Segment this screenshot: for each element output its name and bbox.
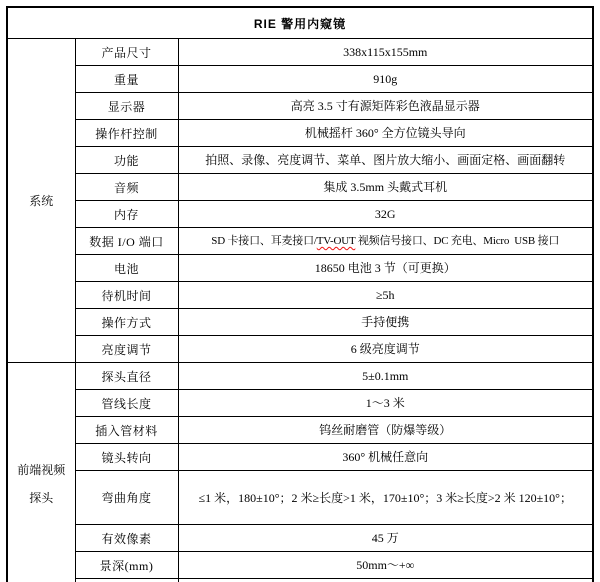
spec-label-cell <box>75 579 178 582</box>
spec-label-cell: 操作方式 <box>75 309 178 336</box>
spec-row <box>7 363 593 390</box>
spec-label-cell: 探头直径 <box>75 363 178 390</box>
spec-table <box>6 6 594 582</box>
spec-label-cell: 显示器 <box>75 93 178 120</box>
spec-label-cell: 弯曲角度 <box>75 471 178 525</box>
spec-row <box>7 552 593 579</box>
spec-value-cell: 钨丝耐磨管（防爆等级） <box>178 417 593 444</box>
spec-value-cell: 5±0.1mm <box>178 363 593 390</box>
table-title: RIE 警用内窥镜 <box>7 7 593 39</box>
spec-row <box>7 417 593 444</box>
spec-value-cell <box>178 228 593 255</box>
spec-row <box>7 228 593 255</box>
spec-label-cell: 产品尺寸 <box>75 39 178 66</box>
spec-value-cell: 18650 电池 3 节（可更换） <box>178 255 593 282</box>
spec-label-cell: 操作杆控制 <box>75 120 178 147</box>
spec-value-cell: 机械摇杆 360° 全方位镜头导向 <box>178 120 593 147</box>
spec-label-cell: 景深(mm) <box>75 552 178 579</box>
group-label-line: 探头 <box>29 490 54 505</box>
spec-value-cell: 50mm～+∞ <box>178 552 593 579</box>
spec-row <box>7 66 593 93</box>
spec-row <box>7 201 593 228</box>
title-row <box>7 7 593 39</box>
value-text-after: 视频信号接口、DC 充电、Micro USB 接口 <box>355 235 560 247</box>
spec-row <box>7 120 593 147</box>
spec-row <box>7 336 593 363</box>
group-label-line: 系统 <box>29 193 54 208</box>
spec-label-cell: 功能 <box>75 147 178 174</box>
spec-row <box>7 255 593 282</box>
spec-row-partial <box>7 579 593 582</box>
spec-value-cell: 拍照、录像、亮度调节、菜单、图片放大缩小、画面定格、画面翻转 <box>178 147 593 174</box>
spec-label-cell: 待机时间 <box>75 282 178 309</box>
spec-label-cell: 亮度调节 <box>75 336 178 363</box>
spec-value-cell: 360° 机械任意向 <box>178 444 593 471</box>
value-text-before: SD 卡接口、耳麦接口/ <box>211 235 317 247</box>
spec-label-cell: 有效像素 <box>75 525 178 552</box>
spec-label-cell: 内存 <box>75 201 178 228</box>
spec-row <box>7 525 593 552</box>
spec-label-cell: 插入管材料 <box>75 417 178 444</box>
misspelled-word: TV-OUT <box>316 235 356 247</box>
spec-value-cell: 338x115x155mm <box>178 39 593 66</box>
spec-value-cell: 高亮 3.5 寸有源矩阵彩色液晶显示器 <box>178 93 593 120</box>
spec-row <box>7 471 593 525</box>
spec-value-cell: 集成 3.5mm 头戴式耳机 <box>178 174 593 201</box>
spec-row <box>7 39 593 66</box>
spec-row <box>7 444 593 471</box>
spec-label-cell: 电池 <box>75 255 178 282</box>
spec-value-cell: 6 级亮度调节 <box>178 336 593 363</box>
spec-row <box>7 147 593 174</box>
spec-value-cell: ≥5h <box>178 282 593 309</box>
spec-label-cell: 镜头转向 <box>75 444 178 471</box>
spec-label-cell: 管线长度 <box>75 390 178 417</box>
spec-value-cell: 1～3 米 <box>178 390 593 417</box>
group-cell-front-video-probe <box>7 363 75 582</box>
spec-row <box>7 282 593 309</box>
spec-value-cell: 手持便携 <box>178 309 593 336</box>
spec-label-cell: 音频 <box>75 174 178 201</box>
spec-row <box>7 309 593 336</box>
spec-value-cell: 910g <box>178 66 593 93</box>
spec-value-cell: ≤1 米，180±10°；2 米≥长度>1 米，170±10°；3 米≥长度>2 米 120±10°； <box>178 471 593 525</box>
spec-value-cell: 32G <box>178 201 593 228</box>
spec-label-cell: 数据 I/O 端口 <box>75 228 178 255</box>
spec-row <box>7 93 593 120</box>
spec-value-cell <box>178 579 593 582</box>
spec-value-cell: 45 万 <box>178 525 593 552</box>
spec-row <box>7 174 593 201</box>
spec-row <box>7 390 593 417</box>
group-label-line: 前端视频 <box>17 462 66 477</box>
group-cell-system <box>7 39 75 363</box>
spec-label-cell: 重量 <box>75 66 178 93</box>
